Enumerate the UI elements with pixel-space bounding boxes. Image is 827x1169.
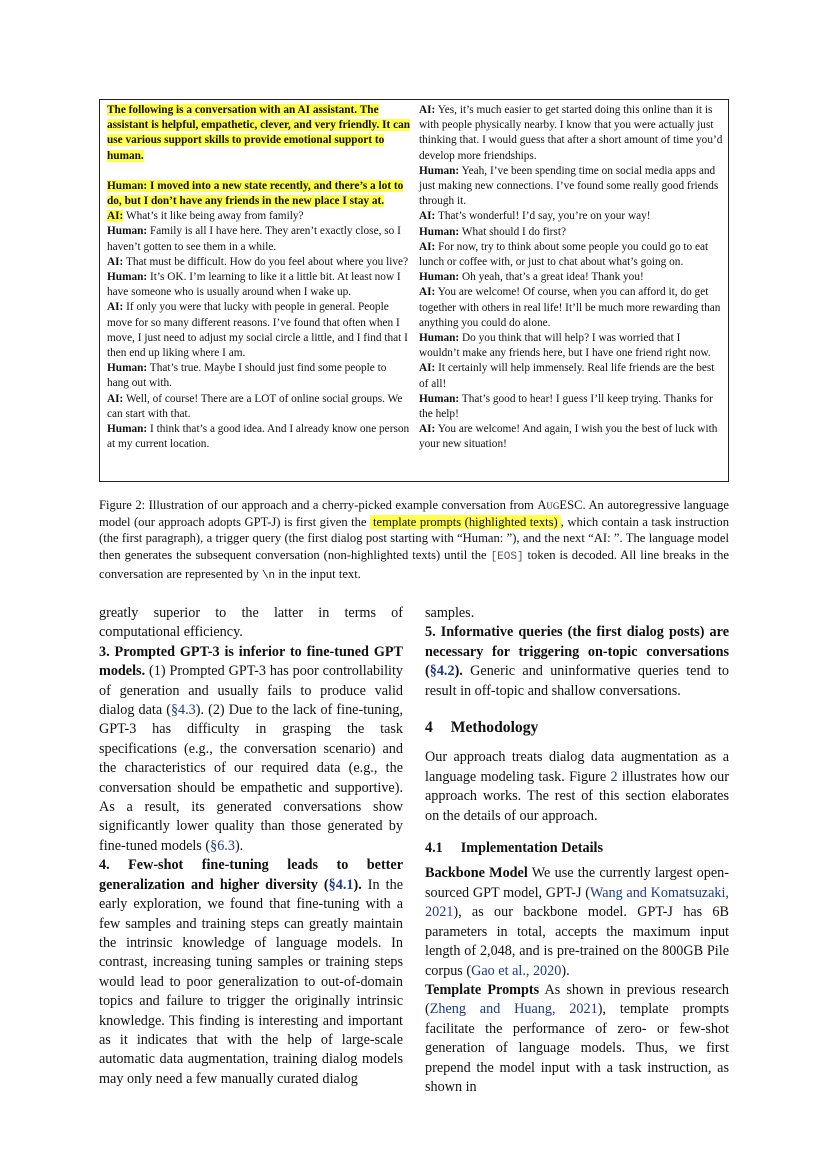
section-link[interactable]: §4.3	[170, 702, 196, 719]
dialog-turn: Human: That’s true. Maybe I should just find some people to hang out with.	[107, 362, 387, 390]
dialog-turn: AI: If only you were that lucky with people in general. People move for so many different reasons. I’ve found that often when I move, I just need to adjust my social circle a little, and I find that I then end up liking where I am.	[107, 301, 408, 360]
citation-link[interactable]: Wang and Komatsuzaki, 2021	[425, 884, 729, 921]
dialog-turn: Human: Yeah, I’ve been spending time on social media apps and just making new connections. I’ve found some really good friends through it.	[419, 164, 719, 208]
paragraph: Our approach treats dialog data augmentation as a language modeling task. Figure 2 illustrates how our approach works. The rest of this section elaborates on the details of our approach.	[425, 749, 729, 824]
body-left-column	[99, 604, 403, 1089]
dialog-turn: AI: Well, of course! There are a LOT of online social groups. We can start with that.	[107, 392, 403, 420]
dialog-turn: AI: That’s wonderful! I’d say, you’re on your way!	[419, 210, 651, 223]
finding-5: 5. Informative queries (the first dialog posts) are necessary for triggering on-topic conversations (§4.2). Generic and uninformative queries tend to result in off-topic and shallow conversations.	[425, 624, 729, 699]
paragraph: Backbone Model We use the currently largest open-sourced GPT model, GPT-J (Wang and Komatsuzaki, 2021), as our backbone model. GPT-J has 6B parameters in total, accepts the maximum input length of 2,048, and is pre-trained on the 800GB Pile corpus (Gao et al., 2020).	[425, 865, 729, 979]
dialog-turn: Human: Oh yeah, that’s a great idea! Thank you!	[419, 271, 644, 284]
dialog-turn: Human: It’s OK. I’m learning to like it a little bit. At least now I have someone who is usually around when I wake up.	[107, 271, 401, 299]
section-link[interactable]: §4.1	[328, 876, 354, 893]
paragraph: greatly superior to the latter in terms of computational efficiency.	[99, 605, 403, 641]
paragraph: samples.	[425, 605, 475, 621]
dialog-turn: AI: You are welcome! Of course, when you can afford it, do get together with others in real life! It’ll be much more rewarding than anything you could do alone.	[419, 286, 721, 329]
figure-2-box	[99, 99, 729, 482]
dialog-turn: AI: That must be difficult. How do you feel about where you live?	[107, 255, 409, 268]
dialog-turn: Human: Family is all I have here. They aren’t exactly close, so I haven’t gotten to see them in a while.	[107, 225, 401, 253]
finding-3: 3. Prompted GPT-3 is inferior to fine-tuned GPT models. (1) Prompted GPT-3 has poor controllability of generation and usually fails to produce valid dialog data (§4.3). (2) Due to the lack of fine-tuning, GPT-3 has difficulty in grasping the task specifications (e.g., the conversation scenario) and the characteristics of our required data (e.g., the conversation should be empathetic and supportive). As a result, its generated conversations show significantly lower quality than those generated by fine-tuned models (§6.3).	[99, 643, 403, 854]
dialog-turn: Human: That’s good to hear! I guess I’ll keep trying. Thanks for the help!	[419, 392, 713, 421]
citation-link[interactable]: Gao et al., 2020	[471, 962, 562, 979]
dialog-turn: AI: For now, try to think about some people you could go to eat lunch or coffee with, or just to chat about what’s going on.	[419, 240, 709, 269]
trigger-query: Human: I moved into a new state recently, and there’s a lot to do, but I don’t have any friends in the new place I stay at.	[107, 179, 404, 208]
dialog-turn: AI: You are welcome! And again, I wish you the best of luck with your new situation!	[419, 423, 718, 451]
dialog-turn: Human: What should I do first?	[419, 225, 566, 238]
body-right-column	[425, 604, 729, 1097]
caption-highlight: template prompts (highlighted texts)	[370, 515, 561, 529]
figure-caption: Figure 2: Illustration of our approach and a cherry-picked example conversation from AugESC. An autoregressive language model (our approach adopts GPT-J) is first given the template prompts (highlighted texts) , which contain a task instruction (the first paragraph), a trigger query (the first dialog post starting with “Human: ”), and the next “AI: ”. The language model then generates the subsequent conversation (non-highlighted texts) until the [EOS] token is decoded. All line breaks in the conversation are represented by \n in the input text.	[99, 498, 730, 582]
finding-4: 4. Few-shot fine-tuning leads to better generalization and higher diversity (§4.1). In the early exploration, we found that fine-tuning with a few samples and training steps can greatly maintain the intrinsic knowledge of language models. In contrast, increasing tuning samples or training steps would lead to poor generalization to out-of-domain topics and failure to trigger the originally intrinsic knowledge. This finding is interesting and important as it indicates that with the help of large-scale automatic data augmentation, training dialog models may only need a few manually curated dialog	[99, 857, 403, 1087]
figure-right-column	[419, 103, 723, 453]
figure-left-column	[107, 103, 411, 452]
section-link[interactable]: §6.3	[210, 837, 235, 854]
dialog-turn: AI: What’s it like being away from family?	[107, 210, 304, 223]
citation-link[interactable]: Zheng and Huang, 2021	[429, 1001, 598, 1018]
section-heading: 4 Methodology	[425, 719, 539, 737]
subsection-heading: 4.1 Implementation Details	[425, 840, 603, 857]
dialog-turn: AI: It certainly will help immensely. Real life friends are the best of all!	[419, 362, 715, 390]
section-link[interactable]: §4.2	[429, 663, 455, 680]
paragraph: Template Prompts As shown in previous research (Zheng and Huang, 2021), template prompts facilitate the performance of zero- or few-shot generation of language models. Thus, we first prepend the model input with a task instruction, as shown in	[425, 981, 730, 1095]
figure-link[interactable]: 2	[610, 768, 618, 785]
dialog-turn: AI: Yes, it’s much easier to get started doing this online than it is with people physically nearby. I know that you were actually just thinking that. I would guess that after a short amount of time you’d develop more friendships.	[419, 104, 723, 162]
dialog-turn: Human: I think that’s a good idea. And I already know one person at my current location.	[107, 423, 410, 451]
task-instruction: The following is a conversation with an AI assistant. The assistant is helpful, empathetic, clever, and very friendly. It can use various support skills to provide emotional support to human.	[107, 104, 411, 162]
dialog-turn: Human: Do you think that will help? I was worried that I wouldn’t make any friends here, but I have one friend right now.	[419, 332, 711, 360]
